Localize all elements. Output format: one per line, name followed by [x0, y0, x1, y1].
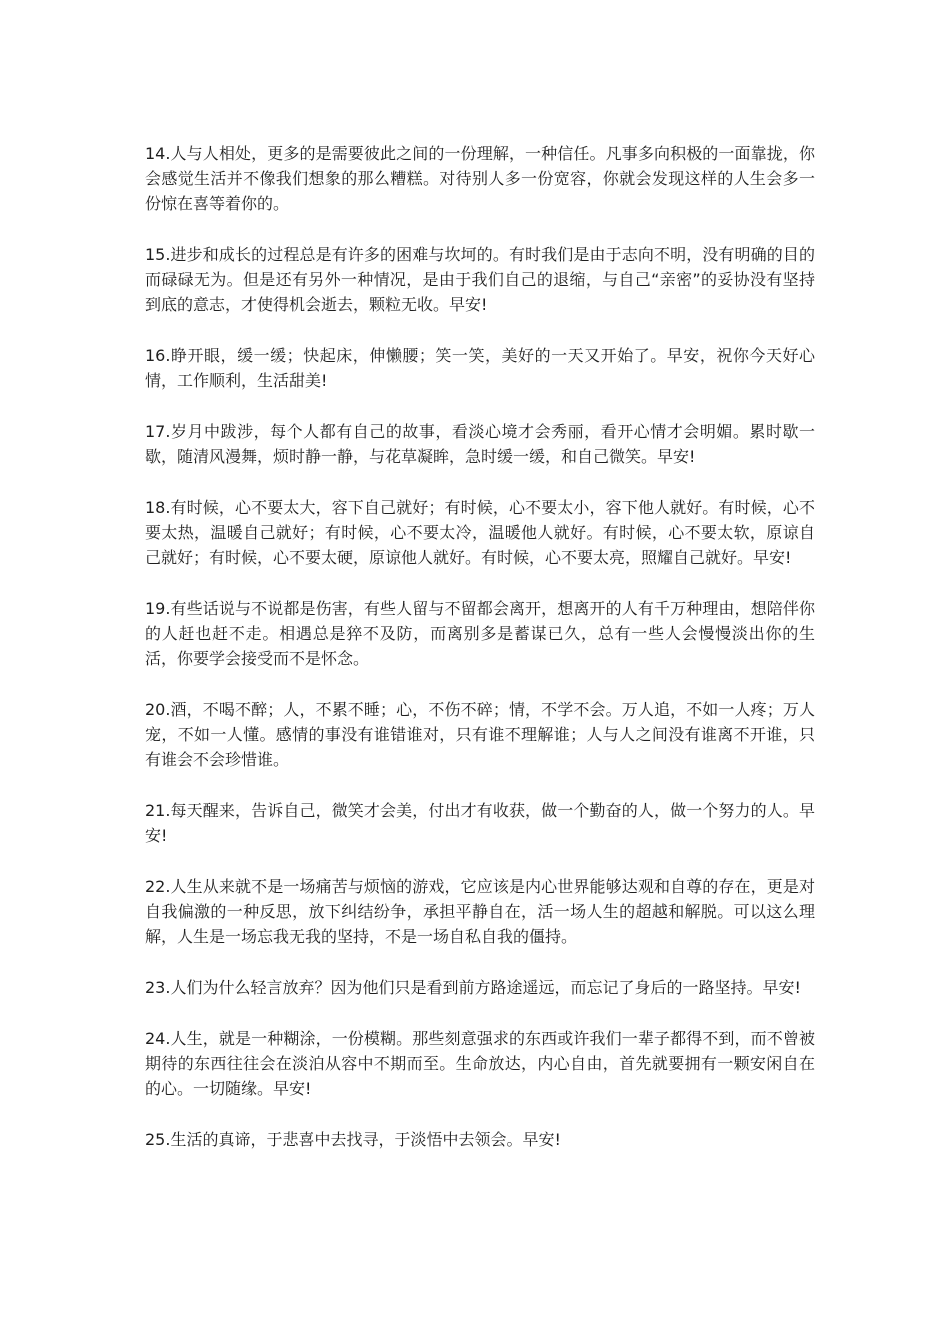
paragraph-20: 20.酒，不喝不醉；人，不累不睡；心，不伤不碎；情，不学不会。万人追，不如一人疼；万人宠，不如一人懂。感情的事没有谁错谁对，只有谁不理解谁；人与人之间没有谁离不开谁，只有谁会不会珍惜谁。 — [145, 700, 815, 769]
paragraph-15: 15.进步和成长的过程总是有许多的困难与坎坷的。有时我们是由于志向不明，没有明确的目的而碌碌无为。但是还有另外一种情况，是由于我们自己的退缩，与自己“亲密”的妥协没有坚持到底的意志，才使得机会逝去，颗粒无收。早安! — [145, 245, 815, 314]
paragraph-16: 16.睁开眼，缓一缓；快起床，伸懒腰；笑一笑，美好的一天又开始了。早安，祝你今天好心情，工作顺利，生活甜美! — [145, 346, 815, 390]
paragraph-14: 14.人与人相处，更多的是需要彼此之间的一份理解，一种信任。凡事多向积极的一面靠拢，你会感觉生活并不像我们想象的那么糟糕。对待别人多一份宽容，你就会发现这样的人生会多一份惊在喜等着你的。 — [145, 144, 815, 213]
paragraph-18: 18.有时候，心不要太大，容下自己就好；有时候，心不要太小，容下他人就好。有时候，心不要太热，温暖自己就好；有时候，心不要太冷，温暖他人就好。有时候，心不要太软，原谅自己就好；有时候，心不要太硬，原谅他人就好。有时候，心不要太亮，照耀自己就好。早安! — [145, 498, 815, 567]
paragraph-21: 21.每天醒来，告诉自己，微笑才会美，付出才有收获，做一个勤奋的人，做一个努力的人。早安! — [145, 801, 815, 845]
paragraph-22: 22.人生从来就不是一场痛苦与烦恼的游戏，它应该是内心世界能够达观和自尊的存在，更是对自我偏激的一种反思，放下纠结纷争，承担平静自在，活一场人生的超越和解脱。可以这么理解，人生是一场忘我无我的坚持，不是一场自私自我的僵持。 — [145, 877, 815, 946]
paragraph-17: 17.岁月中跋涉，每个人都有自己的故事，看淡心境才会秀丽，看开心情才会明媚。累时歇一歇，随清风漫舞，烦时静一静，与花草凝眸，急时缓一缓，和自己微笑。早安! — [145, 422, 815, 466]
document-body — [145, 141, 815, 1178]
paragraph-25: 25.生活的真谛，于悲喜中去找寻，于淡悟中去领会。早安! — [145, 1130, 561, 1149]
paragraph-24: 24.人生，就是一种糊涂，一份模糊。那些刻意强求的东西或许我们一辈子都得不到，而不曾被期待的东西往往会在淡泊从容中不期而至。生命放达，内心自由，首先就要拥有一颗安闲自在的心。一切随缘。早安! — [145, 1029, 815, 1098]
paragraph-23: 23.人们为什么轻言放弃？因为他们只是看到前方路途遥远，而忘记了身后的一路坚持。早安! — [145, 978, 801, 997]
paragraph-19: 19.有些话说与不说都是伤害，有些人留与不留都会离开，想离开的人有千万种理由，想陪伴你的人赶也赶不走。相遇总是猝不及防，而离别多是蓄谋已久，总有一些人会慢慢淡出你的生活，你要学会接受而不是怀念。 — [145, 599, 815, 668]
